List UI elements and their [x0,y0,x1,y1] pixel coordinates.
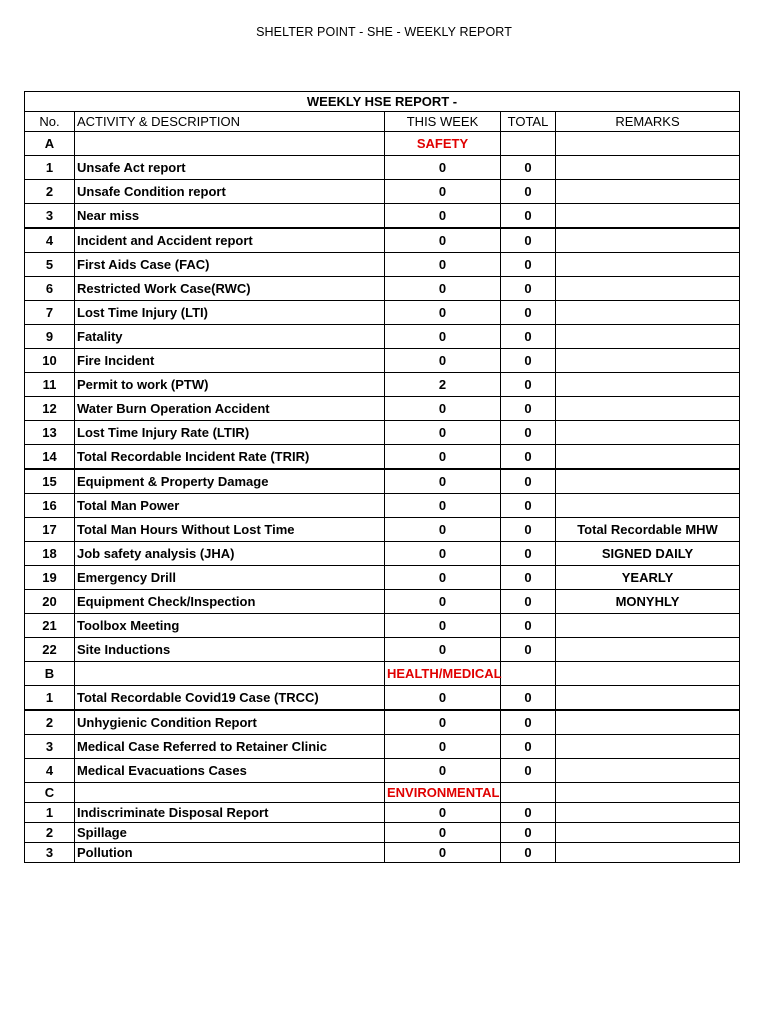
row-activity: First Aids Case (FAC) [75,253,385,277]
section-heading: ENVIRONMENTAL [385,783,501,803]
row-total: 0 [501,445,556,470]
row-remarks [556,373,740,397]
row-number: 20 [25,590,75,614]
row-activity: Restricted Work Case(RWC) [75,277,385,301]
table-row [25,253,740,277]
row-total: 0 [501,566,556,590]
table-row [25,180,740,204]
table-row [25,710,740,735]
header-row [25,112,740,132]
row-number: 4 [25,228,75,253]
row-remarks [556,397,740,421]
row-this-week: 0 [385,843,501,863]
row-remarks [556,180,740,204]
row-number: 16 [25,494,75,518]
row-total: 0 [501,590,556,614]
table-row [25,445,740,470]
row-number: 14 [25,445,75,470]
row-number: 3 [25,735,75,759]
row-total: 0 [501,638,556,662]
section-row [25,783,740,803]
row-number: 21 [25,614,75,638]
row-activity: Unhygienic Condition Report [75,710,385,735]
row-remarks [556,843,740,863]
row-this-week: 0 [385,823,501,843]
header-activity: ACTIVITY & DESCRIPTION [75,112,385,132]
row-this-week: 0 [385,180,501,204]
row-number: 1 [25,156,75,180]
section-label: A [25,132,75,156]
row-number: 19 [25,566,75,590]
row-total: 0 [501,301,556,325]
row-activity: Medical Evacuations Cases [75,759,385,783]
row-activity: Job safety analysis (JHA) [75,542,385,566]
row-activity: Total Recordable Covid19 Case (TRCC) [75,686,385,711]
row-total: 0 [501,735,556,759]
row-this-week: 2 [385,373,501,397]
row-remarks [556,803,740,823]
row-remarks [556,823,740,843]
row-this-week: 0 [385,228,501,253]
row-remarks [556,204,740,229]
table-row [25,494,740,518]
header-no: No. [25,112,75,132]
row-activity: Permit to work (PTW) [75,373,385,397]
table-row [25,735,740,759]
row-remarks [556,686,740,711]
table-row [25,823,740,843]
row-activity: Unsafe Act report [75,156,385,180]
table-row [25,566,740,590]
row-this-week: 0 [385,397,501,421]
row-total: 0 [501,494,556,518]
row-this-week: 0 [385,566,501,590]
row-total: 0 [501,759,556,783]
table-row [25,542,740,566]
row-activity: Fire Incident [75,349,385,373]
row-activity: Lost Time Injury (LTI) [75,301,385,325]
row-remarks [556,325,740,349]
table-row [25,156,740,180]
row-number: 2 [25,710,75,735]
row-activity: Equipment Check/Inspection [75,590,385,614]
row-remarks [556,253,740,277]
table-row [25,277,740,301]
header-total: TOTAL [501,112,556,132]
section-row [25,132,740,156]
row-this-week: 0 [385,735,501,759]
row-number: 9 [25,325,75,349]
section-blank [556,783,740,803]
row-number: 11 [25,373,75,397]
row-this-week: 0 [385,518,501,542]
row-activity: Near miss [75,204,385,229]
row-this-week: 0 [385,542,501,566]
row-total: 0 [501,542,556,566]
row-this-week: 0 [385,686,501,711]
row-this-week: 0 [385,277,501,301]
row-number: 1 [25,686,75,711]
row-number: 22 [25,638,75,662]
section-blank [75,783,385,803]
row-total: 0 [501,397,556,421]
row-remarks [556,638,740,662]
row-this-week: 0 [385,156,501,180]
table-row [25,614,740,638]
row-number: 15 [25,469,75,494]
header-this-week: THIS WEEK [385,112,501,132]
row-activity: Indiscriminate Disposal Report [75,803,385,823]
row-total: 0 [501,843,556,863]
row-remarks [556,494,740,518]
row-activity: Emergency Drill [75,566,385,590]
table-row [25,228,740,253]
table-row [25,759,740,783]
section-blank [501,132,556,156]
row-remarks [556,735,740,759]
row-number: 4 [25,759,75,783]
row-number: 13 [25,421,75,445]
row-number: 12 [25,397,75,421]
row-remarks [556,277,740,301]
row-this-week: 0 [385,445,501,470]
row-number: 18 [25,542,75,566]
row-total: 0 [501,204,556,229]
row-this-week: 0 [385,710,501,735]
row-activity: Unsafe Condition report [75,180,385,204]
table-row [25,469,740,494]
row-number: 7 [25,301,75,325]
section-heading: HEALTH/MEDICAL [385,662,501,686]
row-total: 0 [501,349,556,373]
weekly-hse-report-table [24,91,740,863]
row-this-week: 0 [385,253,501,277]
row-this-week: 0 [385,421,501,445]
table-row [25,518,740,542]
row-number: 10 [25,349,75,373]
row-activity: Toolbox Meeting [75,614,385,638]
row-total: 0 [501,823,556,843]
row-total: 0 [501,277,556,301]
row-activity: Site Inductions [75,638,385,662]
row-activity: Lost Time Injury Rate (LTIR) [75,421,385,445]
header-remarks: REMARKS [556,112,740,132]
row-total: 0 [501,156,556,180]
row-activity: Total Man Hours Without Lost Time [75,518,385,542]
table-row [25,686,740,711]
row-this-week: 0 [385,614,501,638]
table-row [25,590,740,614]
row-remarks [556,445,740,470]
table-title: WEEKLY HSE REPORT - [25,92,740,112]
row-this-week: 0 [385,590,501,614]
row-remarks [556,228,740,253]
row-remarks [556,421,740,445]
table-row [25,397,740,421]
row-number: 1 [25,803,75,823]
row-activity: Pollution [75,843,385,863]
row-total: 0 [501,373,556,397]
row-remarks: SIGNED DAILY [556,542,740,566]
row-this-week: 0 [385,349,501,373]
row-total: 0 [501,253,556,277]
row-total: 0 [501,686,556,711]
table-row [25,421,740,445]
row-remarks: MONYHLY [556,590,740,614]
row-total: 0 [501,518,556,542]
row-total: 0 [501,803,556,823]
table-row [25,349,740,373]
row-remarks [556,349,740,373]
row-total: 0 [501,469,556,494]
row-total: 0 [501,180,556,204]
row-number: 5 [25,253,75,277]
section-blank [501,662,556,686]
row-this-week: 0 [385,325,501,349]
row-total: 0 [501,228,556,253]
row-this-week: 0 [385,204,501,229]
table-row [25,325,740,349]
row-remarks [556,156,740,180]
row-number: 2 [25,823,75,843]
row-activity: Fatality [75,325,385,349]
row-remarks [556,710,740,735]
table-row [25,301,740,325]
row-activity: Total Recordable Incident Rate (TRIR) [75,445,385,470]
row-number: 6 [25,277,75,301]
row-total: 0 [501,614,556,638]
table-row [25,638,740,662]
row-remarks [556,469,740,494]
section-blank [501,783,556,803]
row-activity: Medical Case Referred to Retainer Clinic [75,735,385,759]
section-heading: SAFETY [385,132,501,156]
report-body [25,132,740,863]
row-total: 0 [501,421,556,445]
row-this-week: 0 [385,759,501,783]
row-remarks [556,759,740,783]
section-blank [556,132,740,156]
section-blank [75,132,385,156]
row-number: 3 [25,204,75,229]
table-row [25,803,740,823]
row-this-week: 0 [385,494,501,518]
row-total: 0 [501,325,556,349]
row-remarks: Total Recordable MHW [556,518,740,542]
section-blank [75,662,385,686]
table-row [25,204,740,229]
table-row [25,373,740,397]
section-label: C [25,783,75,803]
document-title: SHELTER POINT - SHE - WEEKLY REPORT [256,25,512,39]
row-number: 17 [25,518,75,542]
row-this-week: 0 [385,638,501,662]
row-total: 0 [501,710,556,735]
row-activity: Total Man Power [75,494,385,518]
row-number: 2 [25,180,75,204]
row-activity: Equipment & Property Damage [75,469,385,494]
row-remarks [556,614,740,638]
row-remarks [556,301,740,325]
row-this-week: 0 [385,803,501,823]
row-activity: Incident and Accident report [75,228,385,253]
row-remarks: YEARLY [556,566,740,590]
row-activity: Spillage [75,823,385,843]
row-this-week: 0 [385,301,501,325]
row-this-week: 0 [385,469,501,494]
section-label: B [25,662,75,686]
row-activity: Water Burn Operation Accident [75,397,385,421]
section-blank [556,662,740,686]
row-number: 3 [25,843,75,863]
table-row [25,843,740,863]
section-row [25,662,740,686]
